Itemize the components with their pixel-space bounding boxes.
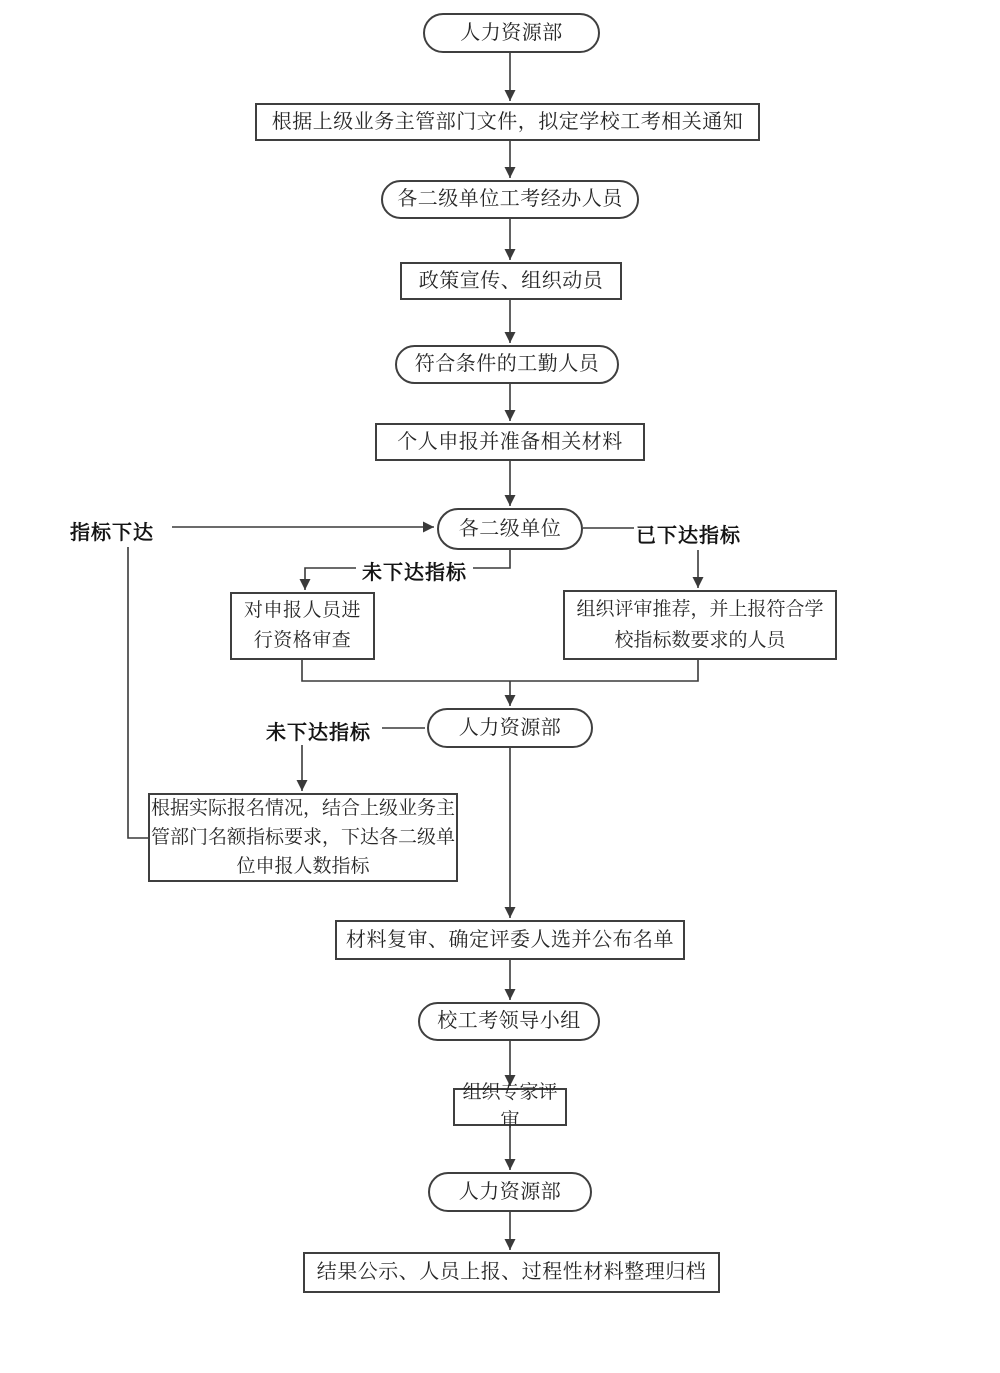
flow-node-review-recommend: 组织评审推荐，并上报符合学校指标数要求的人员: [563, 590, 837, 660]
flow-node-policy-publicity: 政策宣传、组织动员: [400, 262, 622, 300]
flow-node-personal-apply: 个人申报并准备相关材料: [375, 423, 645, 461]
flow-node-secondary-units: 各二级单位: [437, 508, 583, 550]
flow-node-unit-exam-staff: 各二级单位工考经办人员: [381, 180, 639, 219]
flow-node-material-recheck: 材料复审、确定评委人选并公布名单: [335, 920, 685, 960]
edge-label-quota-not-issued-units: 未下达指标: [356, 556, 473, 585]
flow-node-expert-review: 组织专家评审: [453, 1088, 567, 1126]
flow-node-qualification-review: 对申报人员进行资格审查: [230, 592, 375, 660]
flow-node-issue-quota: 根据实际报名情况，结合上级业务主管部门名额指标要求，下达各二级单位申报人数指标: [148, 793, 458, 882]
flow-node-hr-middle: 人力资源部: [427, 708, 593, 748]
flow-node-publish-archive: 结果公示、人员上报、过程性材料整理归档: [303, 1252, 720, 1293]
edge-label-quota-issued: 指标下达: [70, 516, 154, 545]
flow-node-draft-notice: 根据上级业务主管部门文件，拟定学校工考相关通知: [255, 103, 760, 141]
edge-label-quota-not-issued-hr: 未下达指标: [262, 716, 375, 745]
flow-node-leading-group: 校工考领导小组: [418, 1002, 600, 1041]
edge-label-quota-already-issued: 已下达指标: [636, 519, 741, 548]
flow-node-qualified-workers: 符合条件的工勤人员: [395, 345, 619, 384]
flow-node-hr-start: 人力资源部: [423, 13, 600, 53]
flow-node-hr-bottom: 人力资源部: [428, 1172, 592, 1212]
